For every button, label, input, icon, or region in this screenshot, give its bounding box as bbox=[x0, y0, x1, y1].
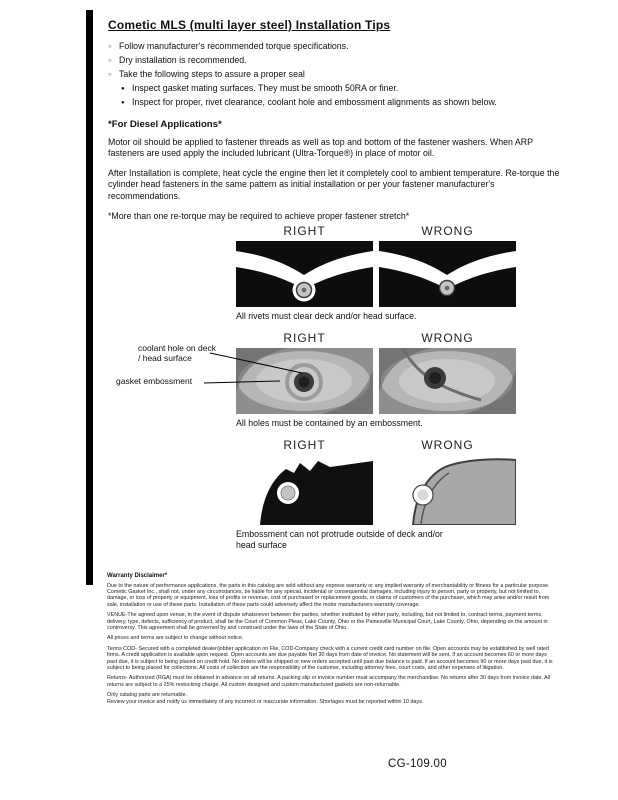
embossment-wrong-diagram bbox=[379, 455, 516, 525]
diagram-row3-caption: Embossment can not protrude outside of deck and/or head surface bbox=[236, 529, 443, 550]
tip-item: ○ Follow manufacturer's recommended torque specifications. bbox=[108, 42, 560, 52]
page-title: Cometic MLS (multi layer steel) Installation Tips bbox=[108, 18, 391, 32]
wrong-label: WRONG bbox=[421, 331, 474, 345]
diesel-paragraph-2: After Installation is complete, heat cycle the engine then let it completely cool to ambient temperature. Re-torque the cylinder head fasteners in the same pattern as initial installation or per your fastener manufacturer's recommendations. bbox=[108, 168, 560, 201]
disclaimer-paragraph: VENUE-The agreed upon venue, in the event of dispute whatsoever between the parties, whether instituted by either party, including, but not limited to, contract terms, payment terms, delivery, type, defects, sufficiency of product, shall be the Court of Common Pleas, Lake County, Ohio or the Painesville Municipal Court, Lake County, Ohio, depending on the amount in controversy. This agreement shall be governed by and construed under the laws of the State of Ohio. bbox=[107, 612, 548, 631]
right-label: RIGHT bbox=[283, 224, 326, 238]
embossment-right-diagram bbox=[236, 455, 373, 525]
main-text bbox=[108, 18, 560, 221]
gasket-embossment-callout-label: gasket embossment bbox=[116, 376, 193, 386]
coolant-hole-callout-label: coolant hole on deck / head surface bbox=[138, 343, 216, 363]
tip-sub-item: ● Inspect gasket mating surfaces. They must be smooth 50RA or finer. bbox=[108, 84, 560, 94]
diagram-row2-caption: All holes must be contained by an embossment. bbox=[236, 418, 423, 428]
disclaimer-heading: Warranty Disclaimer* bbox=[107, 573, 168, 579]
wrong-label: WRONG bbox=[421, 224, 474, 238]
diagram-row3-headers bbox=[236, 438, 516, 452]
diagram-row2-headers bbox=[236, 331, 516, 345]
wrong-label: WRONG bbox=[421, 438, 474, 452]
rivet-right-diagram bbox=[236, 241, 373, 307]
callout-connector-lines bbox=[204, 347, 308, 391]
warranty-disclaimer bbox=[107, 573, 555, 709]
coolant-hole-wrong-diagram bbox=[379, 348, 516, 414]
tip-item: ○ Dry installation is recommended. bbox=[108, 56, 560, 66]
page-left-border bbox=[86, 10, 93, 585]
disclaimer-paragraph: All prices and terms are subject to change without notice. bbox=[107, 635, 244, 642]
right-label: RIGHT bbox=[283, 438, 326, 452]
retorque-note: *More than one re-torque may be required to achieve proper fastener stretch* bbox=[108, 210, 410, 221]
right-label: RIGHT bbox=[283, 331, 326, 345]
diagram-section bbox=[236, 224, 516, 560]
tip-sub-item: ● Inspect for proper, rivet clearance, coolant hole and embossment alignments as shown below. bbox=[108, 98, 560, 108]
diagram-row3-panels bbox=[236, 455, 516, 525]
installation-tips-list bbox=[108, 42, 560, 108]
disclaimer-paragraph: Terms COD- Secured with a completed dealer/jobber application on File, COD-Company check with a current credit card number on file. Open accounts may be established by well rated firms. A credit application is available upon request. Open accounts are due payable Net 30 days from date of invoice. No statement will be sent. If an account becomes 60 or more days past due, it is subject to being placed on credit hold. No orders will be shipped or new orders accepted until past due balance is paid. If an account becomes 90 or more days past due, it is subject to being placed for collections. All costs of collection are the responsibility of the customer, including attorney fees, court costs, and other expenses of litigation. bbox=[107, 646, 553, 671]
diesel-applications-heading: *For Diesel Applications* bbox=[108, 118, 222, 130]
disclaimer-paragraph: Returns- Authorized (RGA) must be obtained in advance on all returns. A packing slip or invoice number must accompany the merchandise. No returns after 30 days from invoice date. All returns are subject to a 25% restocking charge. All custom designed and custom manufactured gaskets are non-returnable. bbox=[107, 675, 551, 688]
diagram-row1-headers bbox=[236, 224, 516, 238]
tip-item: ○ Take the following steps to assure a proper seal bbox=[108, 70, 560, 80]
disclaimer-paragraph: Only catalog parts are returnable. bbox=[107, 692, 188, 699]
diagram-row1-panels bbox=[236, 241, 516, 307]
diagram-row1-caption: All rivets must clear deck and/or head surface. bbox=[236, 311, 417, 321]
page-number-code: CG-109.00 bbox=[388, 758, 447, 770]
disclaimer-paragraph: Review your invoice and notify us immediately of any incorrect or inaccurate information. Shortages must be reported within 10 days. bbox=[107, 698, 424, 705]
disclaimer-paragraph: Due to the nature of performance applications, the parts in this catalog are sold without any express warranty or any implied warranty of merchantability or fitness for a particular purpose. Cometic Gasket Inc., shall not, under any circumstances, be liable for any special, incidental or consequential damages, including injury to person, party or property, but not limited to, damage, or loss of property or equipment, loss of profits or revenue, cost of purchased or replacement goods, or claims of customers of the purchaser, which may arise and/or result from sale, installation or use of these parts. Installation of these parts could adversely affect the motor manufacturers warranty coverage. bbox=[107, 583, 550, 608]
diesel-paragraph-1: Motor oil should be applied to fastener threads as well as top and bottom of the fastener washers. When ARP fasteners are used apply the included lubricant (Ultra-Torque®) in place of motor oil. bbox=[108, 136, 533, 158]
rivet-wrong-diagram bbox=[379, 241, 516, 307]
